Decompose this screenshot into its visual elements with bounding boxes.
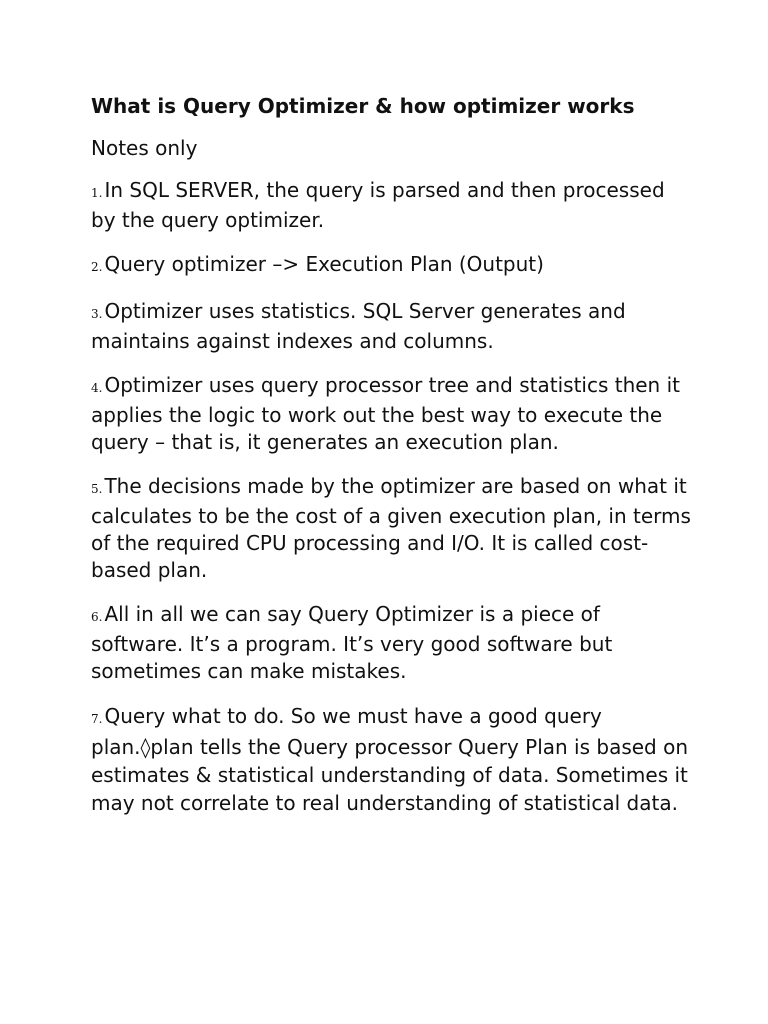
list-item — [91, 251, 691, 281]
list-item-number: 2. — [91, 260, 103, 274]
list-item-number: 3. — [91, 307, 103, 321]
list-item-number: 1. — [91, 186, 103, 200]
page-subtitle: Notes only — [91, 136, 198, 160]
list-item-text: Query optimizer –> Execution Plan (Output) — [104, 252, 544, 276]
list-item-number: 4. — [91, 381, 103, 395]
list-item-text: All in all we can say Query Optimizer is a piece of software. It’s a program. It’s very good software but sometimes can make mistakes. — [91, 602, 613, 683]
list-item — [91, 601, 691, 685]
list-item-text: In SQL SERVER, the query is parsed and then processed by the query optimizer. — [91, 178, 665, 232]
list-item — [91, 473, 691, 584]
page-title: What is Query Optimizer & how optimizer works — [91, 94, 635, 118]
document-content — [91, 92, 691, 834]
list-item — [91, 298, 691, 355]
list-item — [91, 702, 691, 817]
list-item-text: The decisions made by the optimizer are based on what it calculates to be the cost of a given execution plan, in terms of the required CPU processing and I/O. It is called cost-based plan. — [91, 474, 691, 582]
list-item — [91, 372, 691, 456]
list-item-text: Query what to do. So we must have a good query plan.◊plan tells the Query processor Query Plan is based on estimates & statistical understanding of data. Sometimes it may not correlate to real understanding of statistical data. — [91, 704, 689, 815]
list-item — [91, 177, 691, 234]
list-item-text: Optimizer uses query processor tree and statistics then it applies the logic to work out the best way to execute the query – that is, it generates an execution plan. — [91, 373, 680, 454]
list-item-number: 6. — [91, 610, 103, 624]
list-item-number: 5. — [91, 482, 103, 496]
list-item-number: 7. — [91, 712, 103, 726]
list-item-text: Optimizer uses statistics. SQL Server generates and maintains against indexes and columns. — [91, 299, 626, 353]
